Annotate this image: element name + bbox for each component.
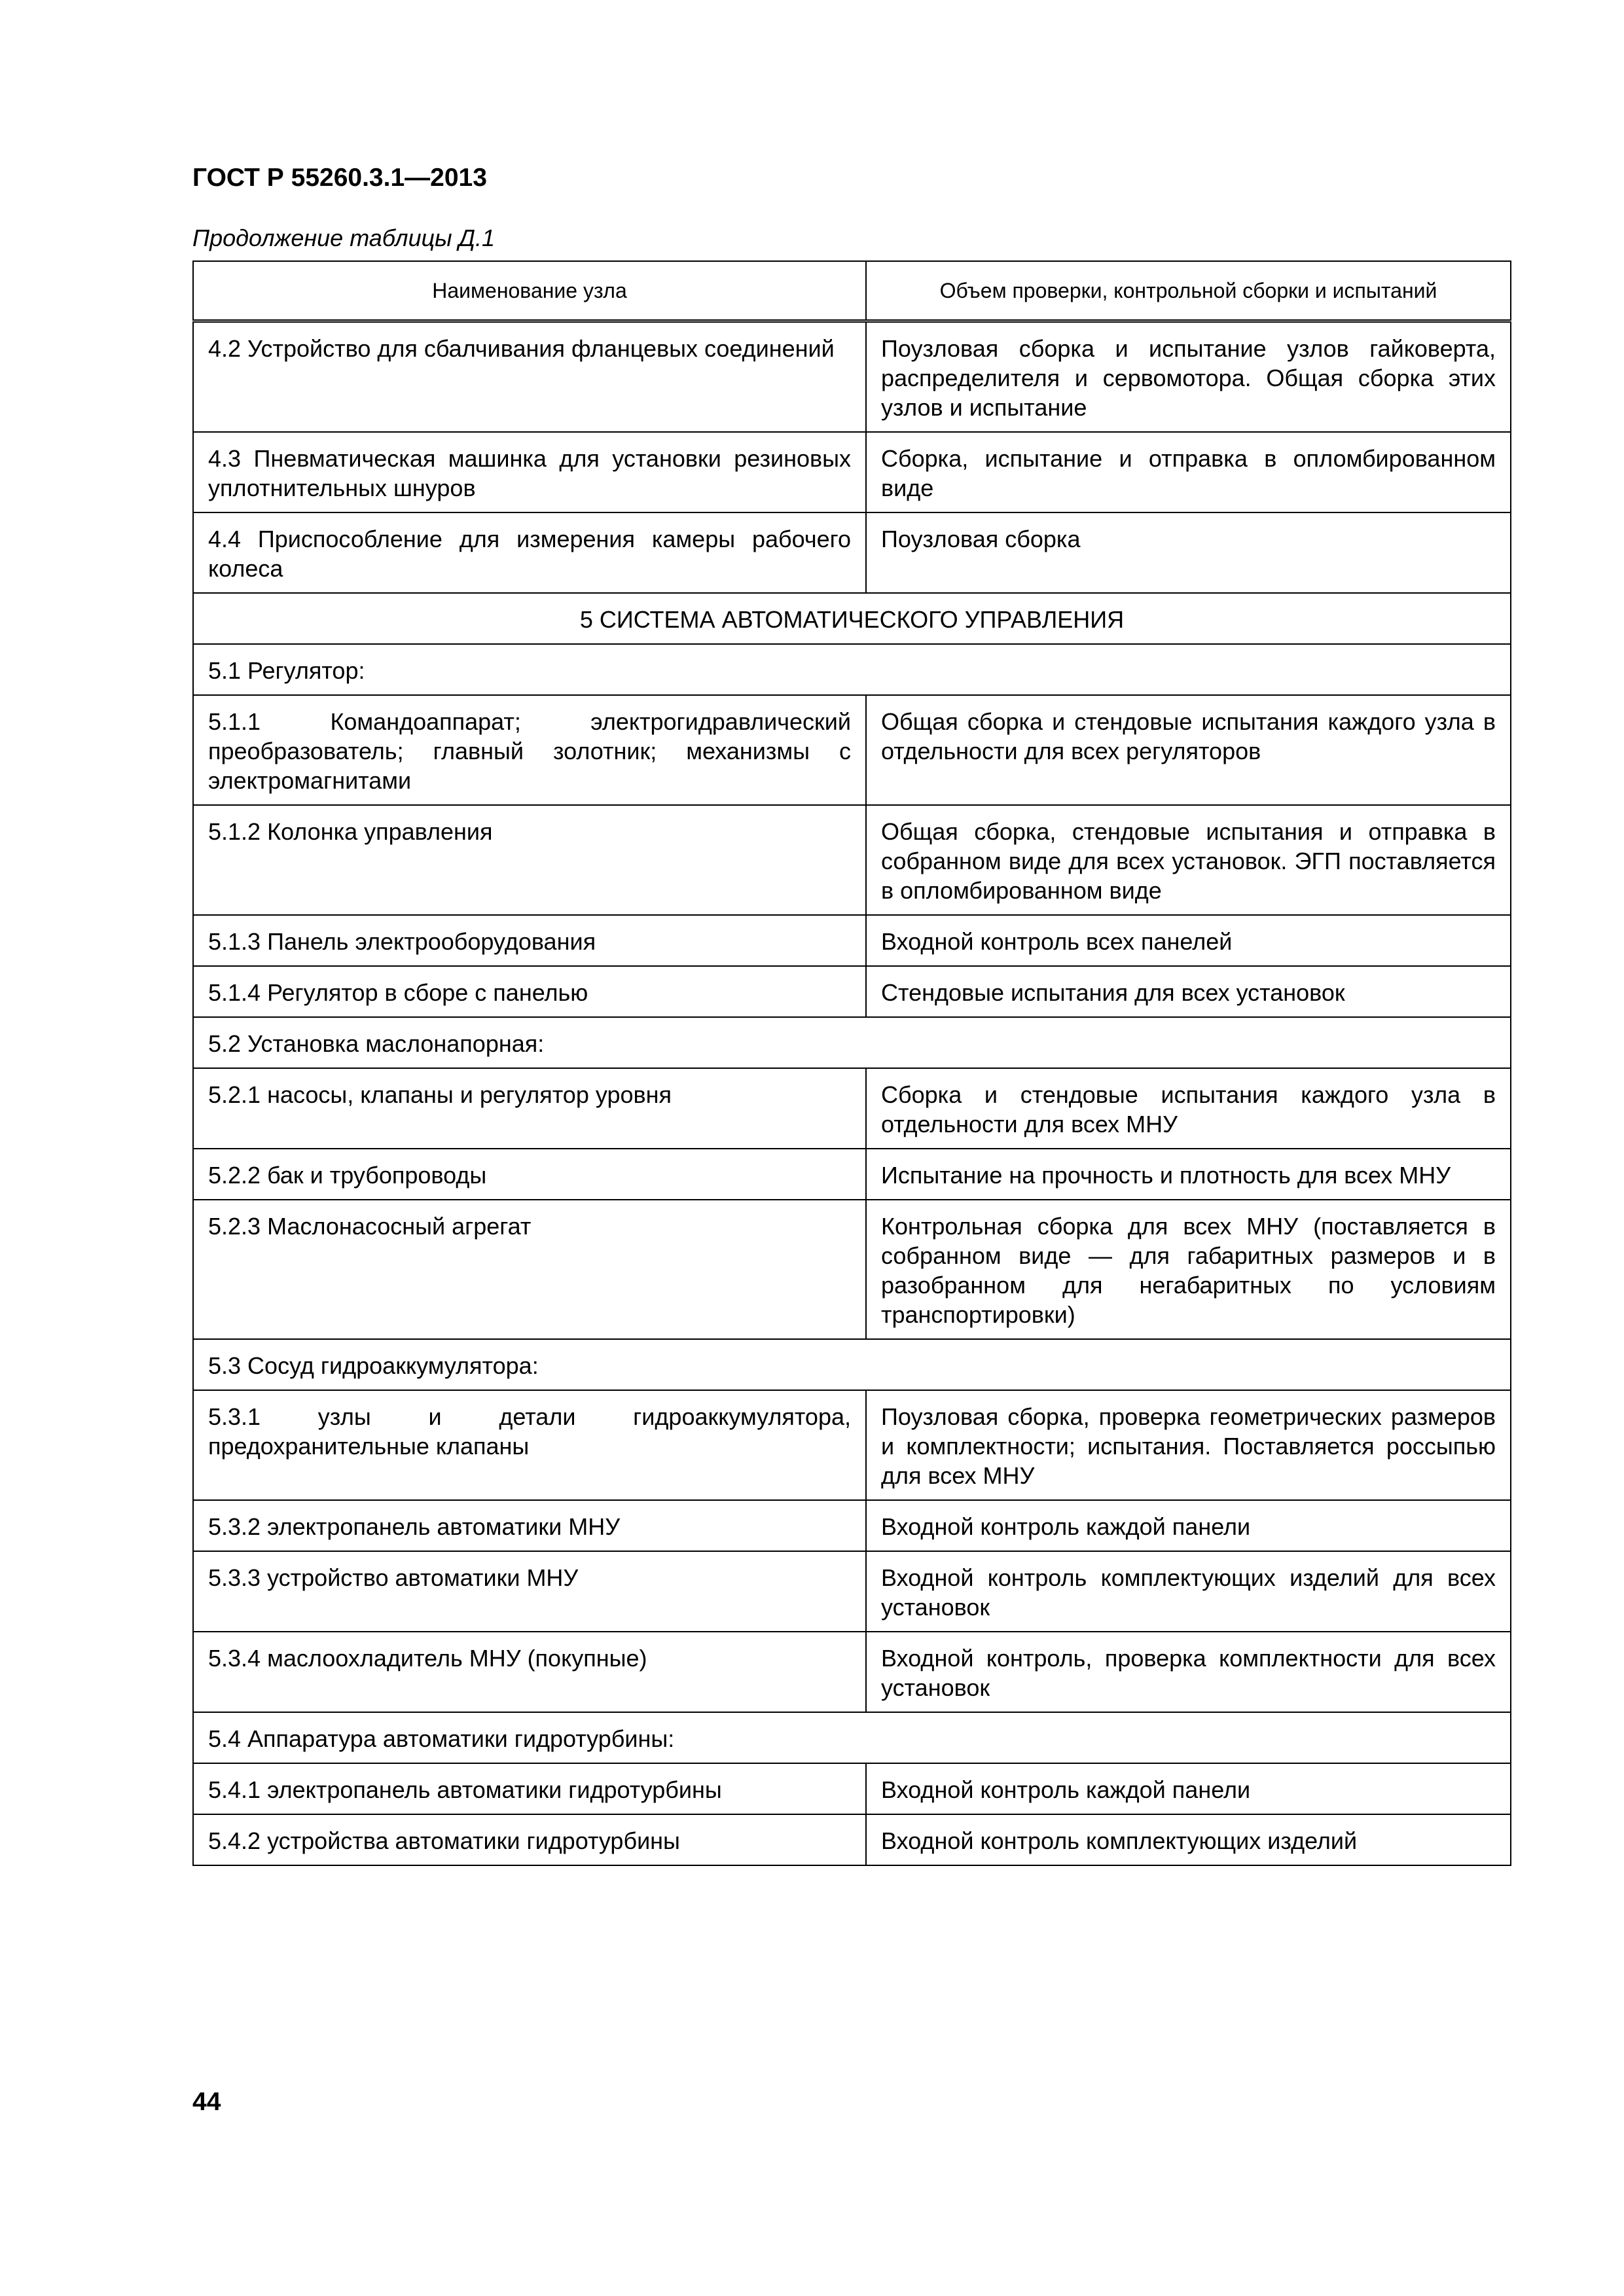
row-name: 4.4 Приспособление для измерения камеры рабочего колеса bbox=[193, 512, 866, 593]
row-scope: Стендовые испытания для всех установок bbox=[866, 966, 1511, 1017]
row-name: 5.1.1 Командоаппарат; электрогидравлический преобразователь; главный золотник; механизмы с электромагнитами bbox=[193, 695, 866, 805]
group-title: 5.4 Аппаратура автоматики гидротурбины: bbox=[193, 1712, 1511, 1763]
row-name: 5.2.1 насосы, клапаны и регулятор уровня bbox=[193, 1068, 866, 1149]
row-name: 5.4.2 устройства автоматики гидротурбины bbox=[193, 1814, 866, 1865]
inspection-table bbox=[192, 260, 1511, 1866]
row-scope: Входной контроль каждой панели bbox=[866, 1763, 1511, 1814]
table-row bbox=[193, 1149, 1511, 1200]
column-header-name: Наименование узла bbox=[193, 261, 866, 321]
row-name: 4.2 Устройство для сбалчивания фланцевых соединений bbox=[193, 321, 866, 433]
group-row bbox=[193, 1339, 1511, 1390]
table-row bbox=[193, 915, 1511, 966]
group-title: 5.2 Установка маслонапорная: bbox=[193, 1017, 1511, 1068]
row-name: 5.3.4 маслоохладитель МНУ (покупные) bbox=[193, 1632, 866, 1712]
group-title: 5.3 Сосуд гидроаккумулятора: bbox=[193, 1339, 1511, 1390]
row-scope: Общая сборка, стендовые испытания и отправка в собранном виде для всех установок. ЭГП поставляется в опломбированном виде bbox=[866, 805, 1511, 915]
group-title: 5.1 Регулятор: bbox=[193, 644, 1511, 695]
table-row bbox=[193, 805, 1511, 915]
row-scope: Поузловая сборка bbox=[866, 512, 1511, 593]
section-row bbox=[193, 593, 1511, 644]
table-row bbox=[193, 512, 1511, 593]
column-header-scope: Объем проверки, контрольной сборки и испытаний bbox=[866, 261, 1511, 321]
row-scope: Испытание на прочность и плотность для всех МНУ bbox=[866, 1149, 1511, 1200]
row-name: 5.1.4 Регулятор в сборе с панелью bbox=[193, 966, 866, 1017]
table-row bbox=[193, 1200, 1511, 1339]
row-name: 5.3.1 узлы и детали гидроаккумулятора, предохранительные клапаны bbox=[193, 1390, 866, 1500]
table-row bbox=[193, 1390, 1511, 1500]
row-name: 5.1.3 Панель электрооборудования bbox=[193, 915, 866, 966]
table-row bbox=[193, 1763, 1511, 1814]
row-name: 5.2.2 бак и трубопроводы bbox=[193, 1149, 866, 1200]
document-header-title: ГОСТ Р 55260.3.1—2013 bbox=[192, 164, 487, 192]
table-row bbox=[193, 695, 1511, 805]
row-scope: Входной контроль каждой панели bbox=[866, 1500, 1511, 1551]
row-scope: Поузловая сборка и испытание узлов гайковерта, распределителя и сервомотора. Общая сборка этих узлов и испытание bbox=[866, 321, 1511, 433]
row-scope: Входной контроль всех панелей bbox=[866, 915, 1511, 966]
table-row bbox=[193, 1068, 1511, 1149]
row-name: 5.3.2 электропанель автоматики МНУ bbox=[193, 1500, 866, 1551]
row-name: 5.4.1 электропанель автоматики гидротурбины bbox=[193, 1763, 866, 1814]
row-scope: Входной контроль комплектующих изделий для всех установок bbox=[866, 1551, 1511, 1632]
row-scope: Поузловая сборка, проверка геометрических размеров и комплектности; испытания. Поставляется россыпью для всех МНУ bbox=[866, 1390, 1511, 1500]
row-name: 5.1.2 Колонка управления bbox=[193, 805, 866, 915]
group-row bbox=[193, 1017, 1511, 1068]
row-scope: Входной контроль комплектующих изделий bbox=[866, 1814, 1511, 1865]
row-scope: Входной контроль, проверка комплектности для всех установок bbox=[866, 1632, 1511, 1712]
table-caption: Продолжение таблицы Д.1 bbox=[192, 224, 496, 251]
row-scope: Сборка и стендовые испытания каждого узла в отдельности для всех МНУ bbox=[866, 1068, 1511, 1149]
table-row bbox=[193, 1551, 1511, 1632]
table-row bbox=[193, 966, 1511, 1017]
group-row bbox=[193, 1712, 1511, 1763]
table-row bbox=[193, 1500, 1511, 1551]
section-title: 5 СИСТЕМА АВТОМАТИЧЕСКОГО УПРАВЛЕНИЯ bbox=[193, 593, 1511, 644]
table-row bbox=[193, 432, 1511, 512]
row-name: 4.3 Пневматическая машинка для установки резиновых уплотнительных шнуров bbox=[193, 432, 866, 512]
table-row bbox=[193, 1632, 1511, 1712]
row-scope: Общая сборка и стендовые испытания каждого узла в отдельности для всех регуляторов bbox=[866, 695, 1511, 805]
row-name: 5.2.3 Маслонасосный агрегат bbox=[193, 1200, 866, 1339]
row-scope: Сборка, испытание и отправка в опломбированном виде bbox=[866, 432, 1511, 512]
page-number: 44 bbox=[192, 2088, 221, 2116]
row-scope: Контрольная сборка для всех МНУ (поставляется в собранном виде — для габаритных размеров и в разобранном для негабаритных по условиям транспортировки) bbox=[866, 1200, 1511, 1339]
group-row bbox=[193, 644, 1511, 695]
table-header-row bbox=[193, 261, 1511, 321]
table-row bbox=[193, 1814, 1511, 1865]
row-name: 5.3.3 устройство автоматики МНУ bbox=[193, 1551, 866, 1632]
table-row bbox=[193, 321, 1511, 433]
